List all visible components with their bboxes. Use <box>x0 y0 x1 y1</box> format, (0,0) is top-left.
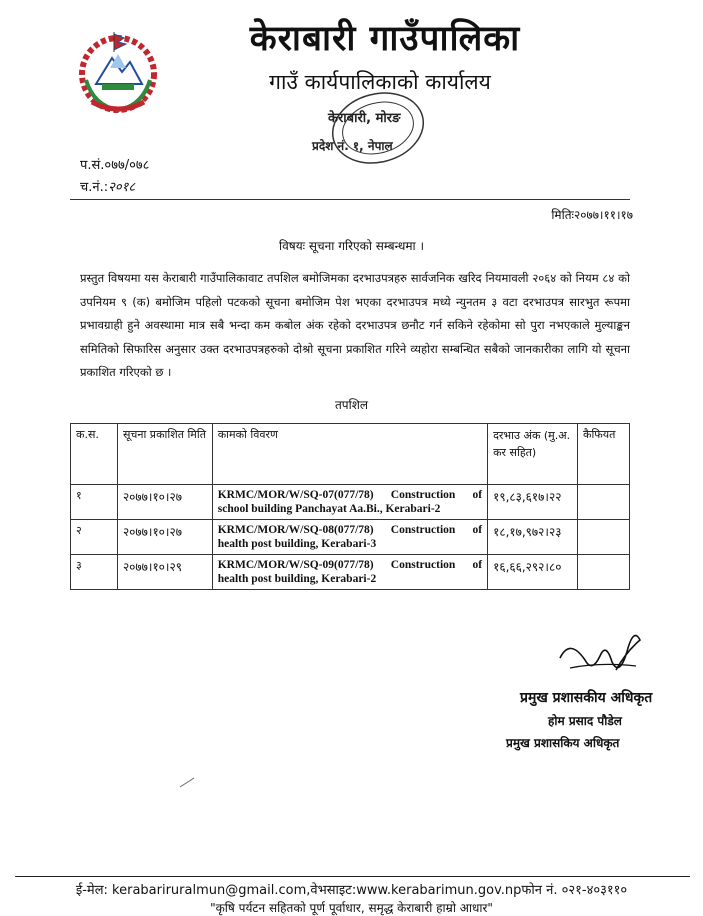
footer-contact: ई-मेल: kerabariruralmun@gmail.com,वेभसाइट:www.kerabarimun.gov.npफोन नं. ०२१-४०३११० <box>75 883 628 898</box>
officer-title: प्रमुख प्रशासकिय अधिकृत <box>506 736 620 750</box>
table-cell-description: KRMC/MOR/W/SQ-07(077/78) Construction of school building Panchayat Aa.Bi., Kerabari-2 <box>212 485 487 520</box>
stamp-line-2: प्रदेश नं. १, नेपाल <box>312 139 393 153</box>
table-header-row <box>71 424 630 485</box>
table-cell-amount: १६,६६,२९२।८० <box>488 555 578 590</box>
header-divider <box>70 199 630 200</box>
table-cell-remarks <box>578 485 630 520</box>
column-header: कामको विवरण <box>212 424 487 485</box>
reference-number: प.सं.०७७/०७८ <box>80 158 150 173</box>
table-heading: तपशिल <box>334 398 369 412</box>
stray-mark <box>178 775 198 789</box>
column-header: सूचना प्रकाशित मिति <box>117 424 212 485</box>
table-cell-sn: ३ <box>71 555 118 590</box>
letter-body: प्रस्तुत विषयमा यस केराबारी गाउँपालिकावाट तपशिल बमोजिमका दरभाउपत्रहरु सार्वजनिक खरिद नियमावली २०६४ को नियम ८४ को उपनियम ९ (क) बमोजिम पहिलो पटकको सूचना बमोजिम पेश भएका दरभाउपत्र मध्ये न्युनतम ३ वटा दरभाउपत्र सारभुत रूपमा प्रभावग्राही हुने अवस्थामा मात्र सबै भन्दा कम कबोल अंक रहेको दरभाउपत्र छनौट गर्न सकिने रहेकोमा सो पुरा नभएकाले मुल्याङ्कन समितिको सिफारिस अनुसार उक्त दरभाउपत्रहरुको दोश्रो सूचना प्रकाशित गरिने व्यहोरा सम्बन्धित सबैको जानकारीका लागि यो सूचना प्रकाशित गरिएको छ । <box>80 271 630 379</box>
table-cell-remarks <box>578 520 630 555</box>
column-header: कैफियत <box>578 424 630 485</box>
dispatch-number <box>80 177 135 195</box>
footer-slogan: "कृषि पर्यटन सहितको पूर्ण पूर्वाधार, समृद्ध केराबारी हाम्रो आधार" <box>210 901 493 915</box>
dispatch-value: २०१८ <box>108 180 136 195</box>
letter-date: मितिः२०७७।११।१७ <box>551 208 633 222</box>
officer-stamp-title: प्रमुख प्रशासकीय अधिकृत <box>520 690 653 706</box>
stamp-line-1: केराबारी, मोरङ <box>328 111 401 126</box>
table-cell-sn: २ <box>71 520 118 555</box>
table-row <box>71 555 630 590</box>
office-stamp <box>300 90 450 180</box>
table-cell-date: २०७७।१०।२७ <box>117 485 212 520</box>
letter-subject: विषयः सूचना गरिएको सम्बन्धमा । <box>279 239 424 253</box>
table-cell-date: २०७७।१०।२९ <box>117 555 212 590</box>
municipality-title: केराबारी गाउँपालिका <box>249 19 521 59</box>
table-row <box>71 485 630 520</box>
handwritten-signature <box>540 618 660 688</box>
column-header: क.स. <box>71 424 118 485</box>
notice-table <box>70 423 630 590</box>
dispatch-label: च.नं.: <box>80 180 109 195</box>
office-subtitle: गाउँ कार्यपालिकाको कार्यालय <box>269 70 491 94</box>
table-cell-amount: १९,८३,६१७।२२ <box>488 485 578 520</box>
table-row <box>71 520 630 555</box>
footer-divider <box>15 876 690 877</box>
officer-name: होम प्रसाद पौडेल <box>548 714 622 728</box>
table-cell-sn: १ <box>71 485 118 520</box>
table-cell-date: २०७७।१०।२७ <box>117 520 212 555</box>
table-cell-description: KRMC/MOR/W/SQ-09(077/78) Construction of health post building, Kerabari-2 <box>212 555 487 590</box>
table-cell-remarks <box>578 555 630 590</box>
table-cell-amount: १८,१७,९७२।२३ <box>488 520 578 555</box>
column-header: दरभाउ अंक (मु.अ. कर सहित) <box>488 424 578 485</box>
table-cell-description: KRMC/MOR/W/SQ-08(077/78) Construction of health post building, Kerabari-3 <box>212 520 487 555</box>
